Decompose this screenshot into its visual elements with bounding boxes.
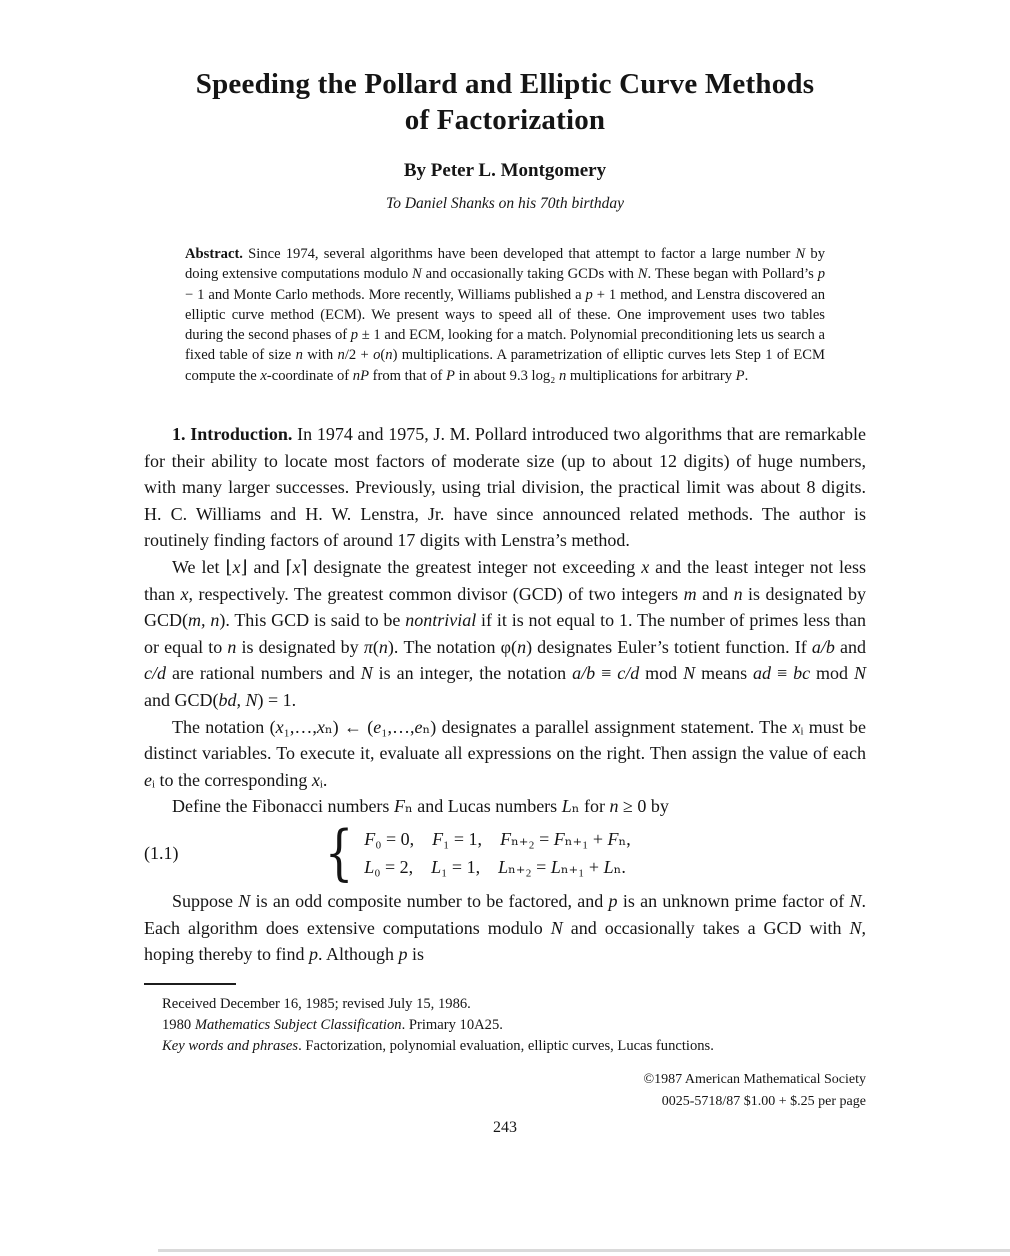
copyright-line: ©1987 American Mathematical Society	[643, 1071, 866, 1087]
intro-paragraph-3: The notation (x₁,…,xₙ) ← (e₁,…,eₙ) designates a parallel assignment statement. The xᵢ must be distinct variables. To execute it, evaluate all expressions on the right. Then assign the value of each eᵢ to the corresponding xᵢ.	[144, 716, 866, 790]
footnotes	[144, 994, 866, 1057]
footnote-rule	[144, 983, 236, 985]
paper-title-line2: of Factorization	[404, 104, 606, 136]
equation-line-fibonacci: F₀ = 0, F₁ = 1, Fₙ₊₂ = Fₙ₊₁ + Fₙ,	[364, 828, 631, 849]
scan-edge-band	[158, 1249, 1010, 1252]
author-byline: By Peter L. Montgomery	[403, 160, 607, 181]
footnote-keywords: Key words and phrases. Factorization, polynomial evaluation, elliptic curves, Lucas functions.	[162, 1037, 714, 1054]
intro-paragraph-2: We let ⌊x⌋ and ⌈x⌉ designate the greatest integer not exceeding x and the least integer not less than x, respectively. The greatest common divisor (GCD) of two integers m and n is designated by GCD(m, n). This GCD is said to be nontrivial if it is not equal to 1. The number of primes less than or equal to n is designated by π(n). The notation φ(n) designates Euler’s totient function. If a/b and c/d are rational numbers and N is an integer, the notation a/b ≡ c/d mod N means ad ≡ bc mod N and GCD(bd, N) = 1.	[144, 557, 867, 711]
equation-line-lucas: L₀ = 2, L₁ = 1, Lₙ₊₂ = Lₙ₊₁ + Lₙ.	[364, 856, 626, 877]
paper-title-line1: Speeding the Pollard and Elliptic Curve Methods	[195, 68, 815, 100]
footnote-classification: 1980 Mathematics Subject Classification. Primary 10A25.	[162, 1016, 503, 1033]
equation-lines	[364, 825, 631, 881]
equation-1-1	[144, 817, 866, 888]
intro-paragraph-4: Define the Fibonacci numbers Fₙ and Lucas numbers Lₙ for n ≥ 0 by	[172, 796, 669, 817]
footnote-received: Received December 16, 1985; revised July 15, 1986.	[162, 995, 471, 1012]
issn-price-line: 0025-5718/87 $1.00 + $.25 per page	[661, 1093, 866, 1109]
intro-paragraph-5: Suppose N is an odd composite number to be factored, and p is an unknown prime factor of N. Each algorithm does extensive computations modulo N and occasionally takes a GCD with N, hoping thereby to find p. Although p is	[144, 890, 867, 965]
intro-paragraph-1: 1. Introduction. In 1974 and 1975, J. M. Pollard introduced two algorithms that are remarkable for their ability to locate most factors of moderate size (up to about 12 digits) of huge numbers, with many larger successes. Previously, using trial division, the practical limit was about 8 digits. H. C. Williams and H. W. Lenstra, Jr. have since announced related methods. The author is routinely finding factors of around 17 digits with Lenstra’s method.	[144, 424, 866, 551]
imprint	[144, 1069, 866, 1113]
page-number: 243	[493, 1118, 517, 1136]
body-text	[144, 421, 866, 968]
dedication: To Daniel Shanks on his 70th birthday	[386, 195, 624, 212]
equation-brace: {	[324, 817, 354, 888]
paper-title	[0, 0, 1010, 138]
abstract: Abstract. Since 1974, several algorithms have been developed that attempt to factor a large number N by doing extensive computations modulo N and occasionally taking GCDs with N. These began with Pollard’s p − 1 and Monte Carlo methods. More recently, Williams published a p + 1 method, and Lenstra discovered an elliptic curve method (ECM). We present ways to speed all of these. One improvement uses two tables during the second phases of p ± 1 and ECM, looking for a match. Polynomial preconditioning lets us search a fixed table of size n with n/2 + o(n) multiplications. A parametrization of elliptic curves lets Step 1 of ECM compute the x-coordinate of nP from that of P in about 9.3 log₂ n multiplications for arbitrary P.	[185, 246, 826, 384]
equation-label: (1.1)	[144, 842, 179, 863]
